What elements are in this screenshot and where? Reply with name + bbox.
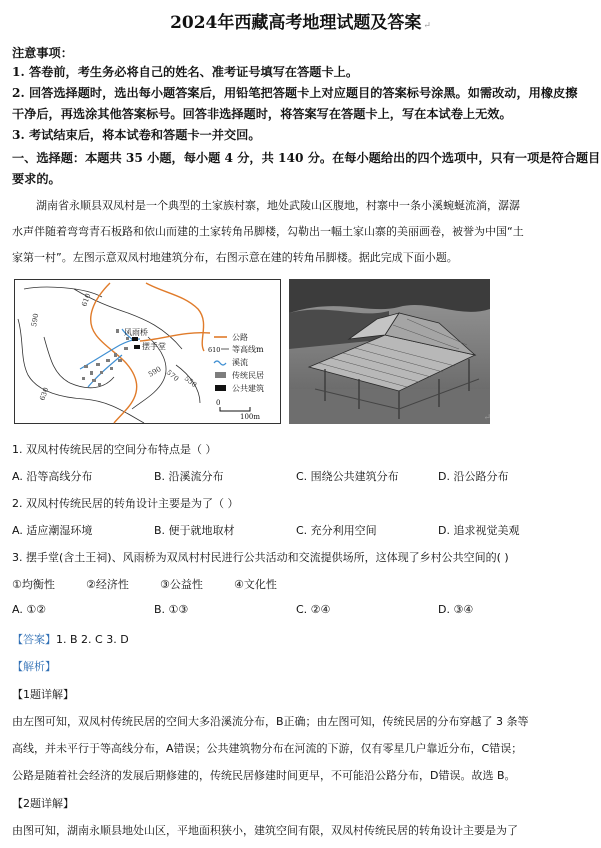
question-3-item-2: ②经济性 bbox=[86, 578, 129, 591]
passage-line-2: 水声伴随着弯弯青石板路和依山而建的土家转角吊脚楼，勾勒出一幅土家山寨的美丽画卷，被誉为中国“土 bbox=[12, 225, 524, 238]
contour-label: 630 bbox=[38, 386, 51, 402]
question-1-stem: 1. 双凤村传统民居的空间分布特点是（ ） bbox=[12, 443, 217, 456]
public-building-hall bbox=[134, 345, 140, 349]
question-1-option-a: A. 沿等高线分布 bbox=[12, 470, 93, 483]
question-2-option-b: B. 便于就地取材 bbox=[154, 524, 235, 537]
notice-item-2-line-2: 干净后，再选涂其他答案标号。回答非选择题时，将答案写在答题卡上，写在本试卷上无效。 bbox=[12, 107, 512, 121]
notice-item-3: 3. 考试结束后，将本试卷和答题卡一并交回。 bbox=[12, 128, 261, 142]
legend-house-swatch bbox=[215, 372, 226, 378]
question-3-stem: 3. 摆手堂(含土王祠)、风雨桥为双凤村村民进行公共活动和交流提供场所，这体现了乡村公共空间的( ) bbox=[12, 551, 509, 564]
hall-label: 摆手堂 bbox=[142, 342, 166, 351]
answer-line bbox=[12, 631, 129, 647]
contour-label: 590 bbox=[147, 365, 163, 379]
contour-label: 610 bbox=[80, 292, 93, 308]
question-2-option-a: A. 适应潮湿环境 bbox=[12, 524, 93, 537]
notice-heading: 注意事项： bbox=[12, 46, 73, 60]
q2-analysis-label: 【2题详解】 bbox=[12, 797, 74, 810]
legend-house: 传统民居 bbox=[232, 371, 264, 380]
q2-analysis-line-1: 由图可知，湖南永顺县地处山区，平地面积狭小，建筑空间有限，双凤村传统民居的转角设计主要是为了 bbox=[12, 824, 518, 837]
scale-label: 100m bbox=[240, 413, 260, 421]
answer-label: 【答案】 bbox=[12, 633, 56, 646]
section-instruction-line-1: 一、选择题：本题共 35 小题，每小题 4 分，共 140 分。在每小题给出的四个选项中，只有一项是符合题目 bbox=[12, 151, 601, 165]
question-3-item-1: ①均衡性 bbox=[12, 578, 55, 591]
q1-analysis-line-2: 高线，并未平行于等高线分布，A错误；公共建筑物分布在河流的下游，仅有零星几户靠近分布，C错误； bbox=[12, 742, 523, 755]
question-2-option-c: C. 充分利用空间 bbox=[296, 524, 377, 537]
question-3-option-c: C. ②④ bbox=[296, 603, 331, 616]
question-1-option-d: D. 沿公路分布 bbox=[438, 470, 509, 483]
notice-item-2-line-1: 2. 回答选择题时，选出每小题答案后，用铅笔把答题卡上对应题目的答案标号涂黑。如需改动，用橡皮擦 bbox=[12, 86, 578, 100]
q1-analysis-line-1: 由左图可知，双凤村传统民居的空间大多沿溪流分布，B正确；由左图可知，传统民居的分布穿越了 3 条等 bbox=[12, 715, 529, 728]
passage-line-3: 家第一村”。左图示意双凤村地建筑分布，右图示意在建的转角吊脚楼。据此完成下面小题。 bbox=[12, 251, 458, 264]
question-1-option-c: C. 围绕公共建筑分布 bbox=[296, 470, 399, 483]
question-3-option-b: B. ①③ bbox=[154, 603, 189, 616]
legend-road: 公路 bbox=[232, 333, 248, 342]
question-3-item-3: ③公益性 bbox=[160, 578, 203, 591]
question-3-option-a: A. ①② bbox=[12, 603, 47, 616]
contour-label: 570 bbox=[164, 368, 181, 384]
stilted-building-photo bbox=[289, 279, 490, 424]
q1-analysis-label: 【1题详解】 bbox=[12, 688, 74, 701]
scale-zero: 0 bbox=[216, 399, 221, 407]
bridge-label: 风雨桥 bbox=[124, 328, 148, 337]
question-3-item-4: ④文化性 bbox=[234, 578, 277, 591]
question-2-option-d: D. 追求视觉美观 bbox=[438, 524, 520, 537]
public-building-bridge bbox=[132, 337, 138, 341]
legend-stream: 溪流 bbox=[232, 358, 248, 367]
q1-analysis-line-3: 公路是随着社会经济的发展后期修建的，传统民居修建时间更早，不可能沿公路分布，D错误。故选 B。 bbox=[12, 769, 516, 782]
question-3-option-d: D. ③④ bbox=[438, 603, 474, 616]
legend-public: 公共建筑 bbox=[232, 384, 264, 393]
question-1-option-b: B. 沿溪流分布 bbox=[154, 470, 224, 483]
contour-label: 590 bbox=[30, 312, 41, 328]
contour-label: 550 bbox=[182, 374, 199, 390]
return-mark: ↵ bbox=[483, 413, 491, 423]
village-building-map bbox=[14, 279, 281, 424]
legend-public-swatch bbox=[215, 385, 226, 391]
analysis-label: 【解析】 bbox=[12, 660, 56, 673]
notice-item-1: 1. 答卷前，考生务必将自己的姓名、准考证号填写在答题卡上。 bbox=[12, 65, 359, 79]
legend-contour-sample: 610 bbox=[208, 346, 221, 354]
page-title: 2024年西藏高考地理试题及答案 ↵ bbox=[170, 13, 431, 33]
question-2-stem: 2. 双凤村传统民居的转角设计主要是为了（ ） bbox=[12, 497, 239, 510]
passage-line-1: 湖南省永顺县双凤村是一个典型的土家族村寨，地处武陵山区腹地，村寨中一条小溪蜿蜒流淌，潺潺 bbox=[36, 199, 520, 212]
legend-contour: 等高线m bbox=[232, 345, 264, 354]
answer-text: 1. B 2. C 3. D bbox=[56, 633, 129, 646]
section-instruction-line-2: 要求的。 bbox=[12, 172, 61, 186]
